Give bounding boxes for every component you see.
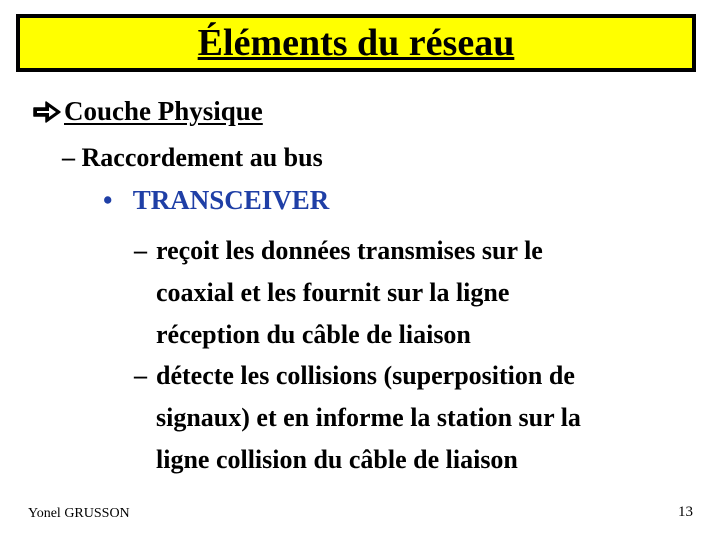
- bullet-level-4-dash: –: [134, 361, 147, 390]
- bullet-level-4-dash: –: [134, 236, 147, 265]
- bullet-level-4-item: [134, 230, 543, 356]
- bullet-level-4-line: détecte les collisions (superposition de: [156, 361, 575, 390]
- bullet-level-2-text: Raccordement au bus: [81, 143, 323, 172]
- bullet-dot: •: [103, 185, 113, 215]
- bullet-level-1: [32, 96, 263, 127]
- bullet-level-4-line: ligne collision du câble de liaison: [156, 445, 518, 474]
- bullet-level-4-line: signaux) et en informe la station sur la: [156, 403, 581, 432]
- bullet-level-4-item: [134, 355, 581, 481]
- page-number: 13: [678, 504, 693, 520]
- bullet-level-2: [62, 143, 323, 173]
- bullet-level-4-line: reçoit les données transmises sur le: [156, 236, 543, 265]
- slide-title-box: [16, 14, 696, 72]
- bullet-level-3: [103, 185, 329, 216]
- footer-author: Yonel GRUSSON: [28, 506, 130, 521]
- right-arrow-icon: [32, 100, 62, 124]
- bullet-level-3-text: TRANSCEIVER: [132, 185, 330, 215]
- bullet-level-4-line: coaxial et les fournit sur la ligne: [156, 278, 510, 307]
- slide-title: Éléments du réseau: [197, 22, 515, 64]
- bullet-level-4-line: réception du câble de liaison: [156, 320, 471, 349]
- bullet-level-1-text: Couche Physique: [64, 96, 263, 126]
- bullet-level-2-dash: –: [62, 143, 75, 172]
